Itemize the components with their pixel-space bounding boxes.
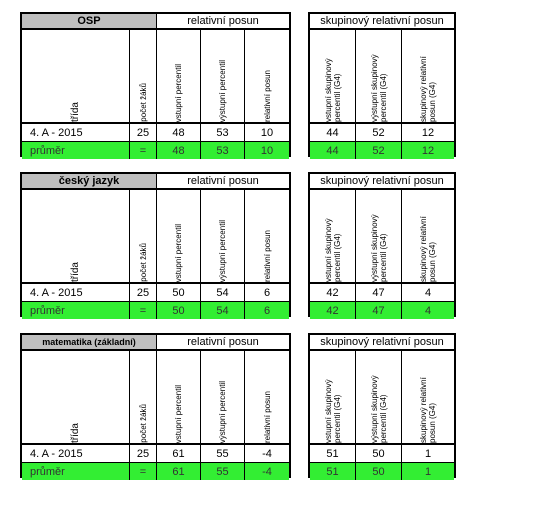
col-group-entry-label: vstupní skupinový percentil (G4) <box>323 58 342 122</box>
col-shift-label: relativní posun <box>262 229 272 282</box>
subject-title: OSP <box>22 14 157 28</box>
col-class <box>22 351 130 443</box>
col-students <box>130 30 157 122</box>
table-row <box>22 284 289 302</box>
col-group-shift-label: skupinový relativní posun (G4) <box>419 216 437 282</box>
average-group-entry: 42 <box>310 302 356 319</box>
column-headers <box>22 351 289 445</box>
relative-shift-header: relativní posun <box>187 336 259 348</box>
col-exit <box>201 30 245 122</box>
col-entry <box>157 351 201 443</box>
group-entry: 42 <box>310 284 356 301</box>
col-entry <box>157 190 201 282</box>
average-students: = <box>130 142 157 159</box>
average-entry: 48 <box>157 142 201 159</box>
group-exit: 47 <box>356 284 402 301</box>
column-headers <box>22 190 289 284</box>
average-group-exit: 50 <box>356 463 402 480</box>
col-group-exit-label: výstupní skupinový percentil (G4) <box>369 54 388 122</box>
col-shift-label: relativní posun <box>262 69 272 122</box>
relative-shift-table <box>20 12 291 157</box>
column-headers <box>310 30 454 124</box>
col-students-label: počet žáků <box>138 404 148 443</box>
col-group-exit <box>356 30 402 122</box>
col-shift <box>245 30 289 122</box>
col-class-label: třída <box>70 101 81 122</box>
average-label: průměr <box>22 302 130 319</box>
col-group-shift <box>402 190 454 282</box>
table-header-row <box>22 14 289 30</box>
group-shift: 1 <box>424 447 432 460</box>
average-entry: 50 <box>157 302 201 319</box>
col-entry-label: vstupní percentil <box>174 223 183 282</box>
col-group-shift-label: skupinový relativní posun (G4) <box>419 56 437 122</box>
col-entry-label: vstupní percentil <box>174 63 183 122</box>
average-row <box>22 463 289 480</box>
col-students-label: počet žáků <box>138 243 148 282</box>
col-exit-label: výstupní percentil <box>218 380 227 443</box>
average-group-exit: 52 <box>356 142 402 159</box>
exit-percentile: 54 <box>201 284 245 301</box>
students-count: 25 <box>130 445 157 462</box>
average-group-exit: 47 <box>356 302 402 319</box>
entry-percentile: 61 <box>157 445 201 462</box>
exit-percentile: 55 <box>201 445 245 462</box>
group-relative-shift-table <box>308 172 456 317</box>
col-group-exit <box>356 351 402 443</box>
average-row <box>22 142 289 159</box>
col-group-shift-label: skupinový relativní posun (G4) <box>419 377 437 443</box>
col-exit-label: výstupní percentil <box>218 219 227 282</box>
col-group-exit-label: výstupní skupinový percentil (G4) <box>369 375 388 443</box>
average-shift: 6 <box>263 304 271 317</box>
relative-shift-table <box>20 333 291 478</box>
group-exit: 52 <box>356 124 402 141</box>
col-class-label: třída <box>70 422 81 443</box>
group-shift-header: skupinový relativní posun <box>320 175 444 187</box>
group-entry: 44 <box>310 124 356 141</box>
col-shift-label: relativní posun <box>262 390 272 443</box>
average-group-shift: 4 <box>424 304 432 317</box>
group-shift-header: skupinový relativní posun <box>320 15 444 27</box>
subject-title: matematika (základní) <box>22 335 157 349</box>
students-count: 25 <box>130 284 157 301</box>
group-relative-shift-table <box>308 333 456 478</box>
col-group-shift <box>402 351 454 443</box>
average-group-entry: 51 <box>310 463 356 480</box>
col-exit-label: výstupní percentil <box>218 59 227 122</box>
average-shift: 10 <box>260 144 274 157</box>
results-block-czech <box>20 172 530 317</box>
average-entry: 61 <box>157 463 201 480</box>
group-relative-shift-table <box>308 12 456 157</box>
table-row <box>310 445 454 463</box>
column-headers <box>22 30 289 124</box>
group-shift: 12 <box>421 126 435 139</box>
entry-percentile: 50 <box>157 284 201 301</box>
col-group-exit <box>356 190 402 282</box>
col-students <box>130 351 157 443</box>
col-group-entry <box>310 190 356 282</box>
group-shift-header: skupinový relativní posun <box>320 336 444 348</box>
col-students-label: počet žáků <box>138 83 148 122</box>
average-row <box>310 463 454 480</box>
col-class <box>22 190 130 282</box>
average-row <box>310 142 454 159</box>
table-header-row <box>310 174 454 190</box>
average-row <box>310 302 454 319</box>
table-header-row <box>22 174 289 190</box>
average-group-shift: 1 <box>424 465 432 478</box>
average-label: průměr <box>22 463 130 480</box>
subject-title: český jazyk <box>22 174 157 188</box>
relative-shift-header: relativní posun <box>187 175 259 187</box>
average-row <box>22 302 289 319</box>
group-exit: 50 <box>356 445 402 462</box>
class-name: 4. A - 2015 <box>22 445 130 462</box>
col-exit <box>201 190 245 282</box>
col-shift <box>245 351 289 443</box>
col-entry-label: vstupní percentil <box>174 384 183 443</box>
table-row <box>22 124 289 142</box>
exit-percentile: 53 <box>201 124 245 141</box>
relative-shift-table <box>20 172 291 317</box>
average-label: průměr <box>22 142 130 159</box>
average-students: = <box>130 463 157 480</box>
column-headers <box>310 351 454 445</box>
col-exit <box>201 351 245 443</box>
results-block-math <box>20 333 530 478</box>
col-group-shift <box>402 30 454 122</box>
relative-shift: -4 <box>262 447 272 460</box>
average-group-entry: 44 <box>310 142 356 159</box>
results-block-osp <box>20 12 530 157</box>
col-entry <box>157 30 201 122</box>
relative-shift-header: relativní posun <box>187 15 259 27</box>
col-group-entry <box>310 30 356 122</box>
table-header-row <box>310 14 454 30</box>
average-students: = <box>130 302 157 319</box>
col-group-entry <box>310 351 356 443</box>
relative-shift: 6 <box>263 286 271 299</box>
table-row <box>22 445 289 463</box>
class-name: 4. A - 2015 <box>22 284 130 301</box>
col-shift <box>245 190 289 282</box>
col-class-label: třída <box>70 261 81 282</box>
table-row <box>310 284 454 302</box>
table-header-row <box>310 335 454 351</box>
group-shift: 4 <box>424 286 432 299</box>
group-entry: 51 <box>310 445 356 462</box>
average-exit: 54 <box>201 302 245 319</box>
entry-percentile: 48 <box>157 124 201 141</box>
table-row <box>310 124 454 142</box>
column-headers <box>310 190 454 284</box>
col-group-exit-label: výstupní skupinový percentil (G4) <box>369 214 388 282</box>
col-group-entry-label: vstupní skupinový percentil (G4) <box>323 218 342 282</box>
col-class <box>22 30 130 122</box>
relative-shift: 10 <box>260 126 274 139</box>
average-shift: -4 <box>262 465 272 478</box>
average-group-shift: 12 <box>421 144 435 157</box>
col-group-entry-label: vstupní skupinový percentil (G4) <box>323 379 342 443</box>
class-name: 4. A - 2015 <box>22 124 130 141</box>
students-count: 25 <box>130 124 157 141</box>
col-students <box>130 190 157 282</box>
table-header-row <box>22 335 289 351</box>
average-exit: 53 <box>201 142 245 159</box>
average-exit: 55 <box>201 463 245 480</box>
